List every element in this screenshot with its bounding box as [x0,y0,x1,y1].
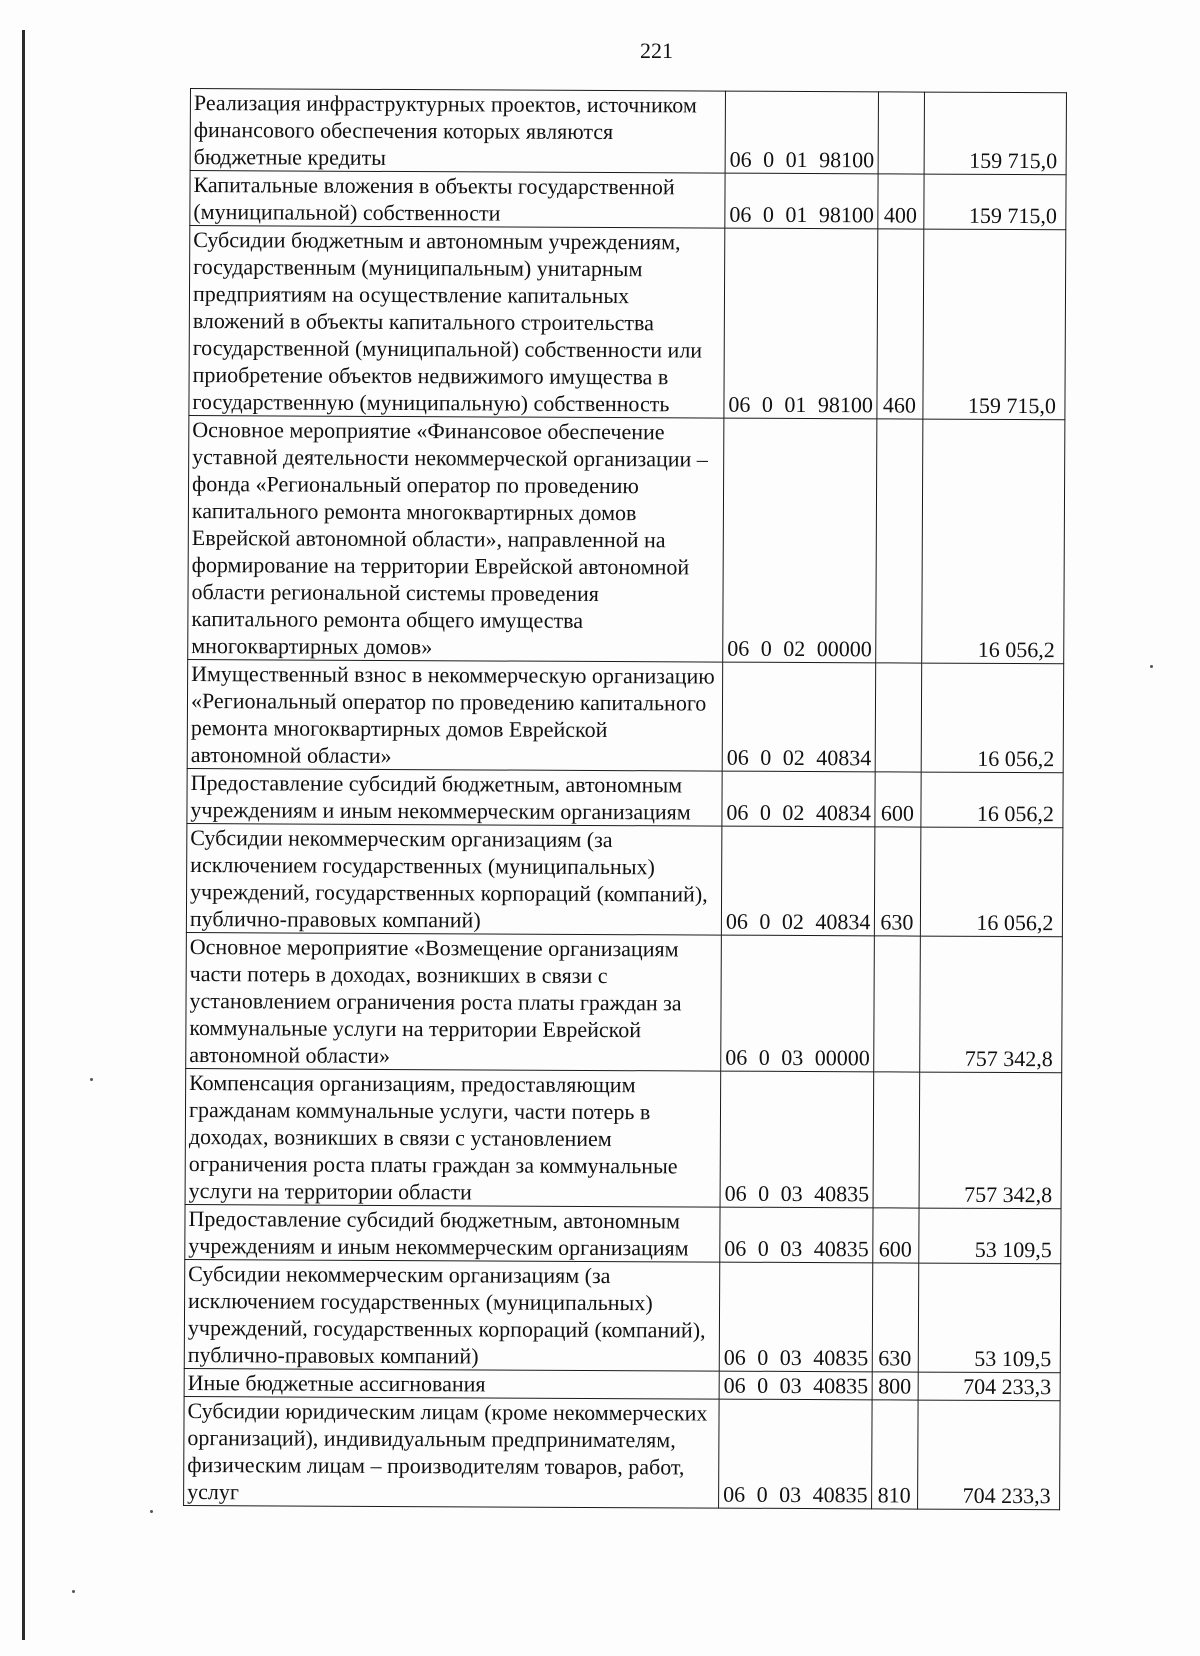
row-name: Реализация инфраструктурных проектов, источником финансового обеспечения которых являются бюджетные кредиты [190,89,725,174]
row-amount: 704 233,3 [917,1400,1060,1510]
table-row [186,932,1062,1072]
row-expense-type: 460 [876,229,923,419]
row-target-code: 06 0 01 98100 [724,228,877,419]
table-row [184,1259,1060,1372]
table-row [190,89,1066,175]
table-row [184,1368,1060,1400]
row-expense-type: 630 [874,827,921,936]
row-name: Предоставление субсидий бюджетным, автономным учреждениям и иным некоммерческим организациям [185,1204,720,1262]
table-row [190,171,1066,230]
scan-speck [72,1590,75,1593]
scan-speck [90,1078,93,1081]
row-target-code: 06 0 02 40834 [722,771,875,827]
row-amount: 53 109,5 [918,1263,1061,1373]
table-row [185,1204,1061,1263]
row-name: Иные бюджетные ассигнования [184,1368,719,1399]
row-target-code: 06 0 03 40835 [719,1262,872,1372]
row-amount: 16 056,2 [921,663,1064,773]
row-expense-type: 810 [871,1400,918,1509]
row-target-code: 06 0 02 40834 [722,662,875,772]
table-row [184,1396,1060,1509]
row-amount: 159 715,0 [924,92,1066,175]
table-row [188,415,1065,663]
row-amount: 757 342,8 [919,1072,1062,1209]
row-target-code: 06 0 03 00000 [721,935,874,1072]
row-expense-type: 400 [877,174,923,229]
row-expense-type: 600 [872,1208,918,1263]
row-target-code: 06 0 02 00000 [723,418,877,663]
row-target-code: 06 0 03 40835 [719,1371,872,1400]
row-expense-type [873,1072,920,1208]
row-amount: 16 056,2 [920,772,1062,828]
row-amount: 704 233,3 [918,1372,1060,1401]
table-row [187,768,1063,827]
row-amount: 757 342,8 [919,936,1062,1073]
row-target-code: 06 0 01 98100 [725,173,878,229]
row-name: Субсидии бюджетным и автономным учреждениям, государственным (муниципальным) унитарным предприятиям на осуществление капитальных вложений в объекты капитального строительства государственной (муниципальной) собственности или приобретение объектов недвижимого имущества в государственную (муниципальную) собственность [189,226,725,419]
row-amount: 16 056,2 [920,827,1063,937]
row-name: Субсидии некоммерческим организациям (за исключением государственных (муниципальных) учреждений, государственных корпораций (компаний), публично-правовых компаний) [184,1259,720,1371]
scan-speck [1150,665,1153,668]
row-expense-type: 600 [874,772,920,827]
row-target-code: 06 0 01 98100 [725,91,878,174]
table-row [186,823,1062,936]
page-number: 221 [640,38,673,63]
row-expense-type [875,663,922,772]
row-expense-type [878,92,924,174]
row-target-code: 06 0 03 40835 [720,1071,873,1208]
row-amount: 16 056,2 [921,419,1064,664]
row-name: Основное мероприятие «Возмещение организациям части потерь в доходах, возникших в связи с установлением ограничения роста платы граждан за коммунальные услуги на территории Еврейской автономной области» [186,932,722,1071]
row-target-code: 06 0 02 40834 [721,826,874,936]
binding-line [22,30,25,1640]
row-name: Субсидии некоммерческим организациям (за исключением государственных (муниципальных) учреждений, государственных корпораций (компаний), публично-правовых компаний) [186,823,722,935]
row-expense-type: 800 [872,1372,918,1400]
row-expense-type [875,419,922,663]
row-name: Субсидии юридическим лицам (кроме некоммерческих организаций), индивидуальным предпринимателям, физическим лицам – производителям товаров, работ, услуг [184,1396,720,1508]
row-name: Капитальные вложения в объекты государственной (муниципальной) собственности [190,171,725,229]
row-expense-type [873,936,920,1072]
row-name: Основное мероприятие «Финансовое обеспечение уставной деятельности некоммерческой организации – фонда «Региональный оператор по проведению капитального ремонта многоквартирных домов Еврейской автономной области», направленной на формирование на территории Еврейской автономной области региональной системы проведения капитального ремонта общего имущества многоквартирных домов» [188,415,724,662]
scan-speck [150,1510,153,1513]
row-amount: 159 715,0 [923,174,1065,230]
row-name: Компенсация организациям, предоставляющим гражданам коммунальные услуги, части потерь в доходах, возникших в связи с установлением ограничения роста платы граждан за коммунальные услуги на территории области [185,1068,721,1207]
row-amount: 53 109,5 [918,1208,1060,1264]
row-name: Имущественный взнос в некоммерческую организацию «Региональный оператор по проведению капитального ремонта многоквартирных домов Еврейской автономной области» [187,659,723,771]
row-target-code: 06 0 03 40835 [719,1399,872,1509]
row-name: Предоставление субсидий бюджетным, автономным учреждениям и иным некоммерческим организациям [187,768,722,826]
row-amount: 159 715,0 [922,229,1065,420]
row-target-code: 06 0 03 40835 [720,1207,873,1263]
table-row [187,659,1063,772]
table-row [189,226,1065,420]
table-row [185,1068,1061,1208]
budget-table [183,88,1066,1510]
row-expense-type: 630 [872,1263,919,1372]
